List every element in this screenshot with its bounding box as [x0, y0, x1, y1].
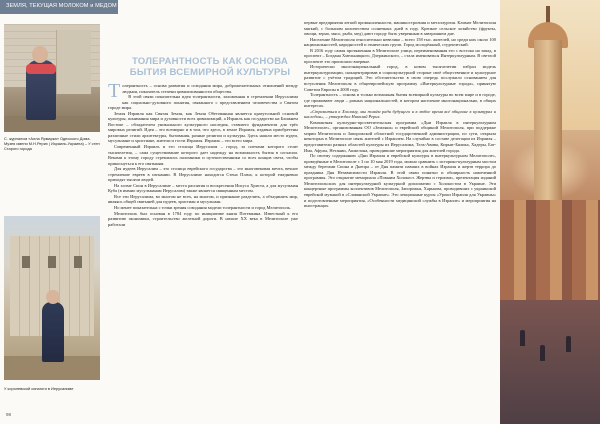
article-column-left — [108, 80, 298, 227]
paragraph: Все эти Иерусалима, во многом не всех, на многом, и признание разделить, а объединить мир, являясь общей святыней для иудеев, христиан и мусульман. — [108, 193, 298, 205]
person-head — [32, 46, 48, 63]
section-title: ЗЕМЛЯ, ТЕКУЩАЯ МОЛОКОМ и МЕДОМ — [6, 3, 117, 9]
paragraph: Мелитополь был основан в 1784 году по инициативе князя Потемкина. Известный к его развитию экономики, строительство железной дороги. В начале XX века в Мелитополе уже работали — [108, 210, 298, 227]
paragraph — [108, 80, 298, 102]
street — [500, 300, 600, 424]
photo-synagogue — [4, 216, 100, 380]
paragraph: На холме Сион в Иерусалиме – места распятия и воскресения Иисуса Христа, а для мусульман Куба (в иммио мусульманам Иерусалим) также является священным местом. — [108, 182, 298, 194]
section-header — [0, 0, 118, 14]
page-number: 98 — [6, 412, 12, 417]
window — [48, 256, 56, 268]
window — [74, 256, 82, 268]
person-head — [46, 290, 60, 304]
article-title — [118, 56, 302, 78]
photo-caption-2: У королевской синагоги в Иерусалиме — [4, 386, 74, 391]
photo-caption-1: С. журналом «Алла Ярмарка» Одесского Дома-Музея имени М.Н.Рерих | Израиль-Украина) – У стен Старого города — [4, 136, 100, 152]
paragraph: Но менее показательна с точки зрения созидания модели толерантности и город Мелитополь. — [114, 205, 291, 211]
paragraph: Современный Израиль и его столица Иерусалим – город, за плечами которого стоит тысячелетия, – сама существование которого дает надежду на возможность бытия в согласии. Веками к этому городу стремились паломники и путешественники со всех концов света, чтобы прикоснуться к его святыням. — [108, 144, 298, 166]
paragraph: Толерантность – основа и только возможная бытия всемирной культуры во всем мире и в городе, где проживают люди – разных национальностей, в котором население многонационально, в общих интересах. — [304, 92, 496, 109]
paragraph: Для иудеев Иерусалим – это столица еврейского государства – это многовековая мечта, вечное стремление евреев в изгнании. В Иерусалиме находится Стена Плача, к которой ежедневно приходят тысячи людей. — [108, 166, 298, 183]
photo-woman-at-wall — [4, 24, 100, 132]
paragraph: По своему содержанию «Дни Израиля и еврейской культуры в интеркультурном Мелитополе», проведённые в Мелитополе с 3 по 10 мая 2019 года, можно сравнить с историко-культурным мостом между берегами Сиона и Днепра – от Дня памяти павших в войнах Израиля и жертв террора до праздника Дня Независимости Израиля. В этой связи понятно и обширность намеченной программы. Это открытие мемориала «Помним Холокост. Жертвы и героизм», презентация изданий Мелитопольских для интеркультурной культурной дипломатии с Холокостом в Украине. Эти концертные программы коллективов Мелитополя, Запорожья, Харькова, проводивших с украинской еврейской музыкой в «Славянской Украине». Это лекционные курсы «Уроки Израиля для Украины» и подготовленные мероприятия, «Особенности медицинской службы в Израиле» и мероприятия на иностранцах. — [304, 153, 496, 209]
quote-paragraph: «Стремиться к Хохлому, мы живём ради будущего и в любое время всё общение в культурах и наследии», – утверждал Николай Рерих. — [304, 108, 496, 120]
paragraph: Компактная культурно-просветительская программа «Дни Израиля в интеркультурном Мелитополе», организованная ОО «Земляки» и еврейской общиной Мелитополя, при поддержке мэрии Мелитополя и Запорожской областной государственной администрации, по сути, открыла некоторых в Мелитополе связь жителей с Израилем. На случайно в составе делегации из Израиля – представители разных областей культуры из Иерусалима, Тель-Авива, Кирьят-Бялика, Хадеры, Бат-Има, Афулы, Нетании, Ашкелона, проводившие мероприятия для жителей города. — [304, 119, 496, 153]
paragraph-text: олерантность – основа развития и созидания мира, доброжелательных отношений между людьми, показатель степени цивилизованности общества. — [122, 83, 298, 94]
tower — [56, 30, 91, 94]
title-line-1: ТОЛЕРАНТНОСТЬ КАК ОСНОВА — [131, 56, 288, 67]
figure — [540, 345, 545, 361]
paragraph: Исторически многонациональный город, в новом тысячелетии избрал модель интеркультуризации, сконцентрировав в социокультурной стороне своё общественное и культурное развитие с учётом традиций. Это обстоятельство в свою очередь послужило основанием для вступления Мелитополя в общеевропейскую программу «Интеркультурные города», принятую Советом Европы в 2008 году. — [304, 64, 496, 92]
figure — [566, 336, 571, 352]
paragraph: В этой связи показательна идея толерантности, заложенная в стремлении Иерусалима как социально-духовного понятия, связанного с представлением человечества о Святом городе мира. — [108, 94, 298, 111]
drop-cap: Т — [108, 80, 121, 102]
title-line-2: БЫТИЯ ВСЕМИРНОЙ КУЛЬТУРЫ — [129, 67, 291, 78]
person — [42, 302, 64, 362]
window — [22, 256, 30, 268]
painting-old-city — [500, 0, 600, 424]
paragraph: Земля Израиля как Святая Земля, как Земля Обетованная является краеугольной основой культуры, понимания мира и духовности всех цивилизаций, а Израиль как государство на Ближнем Востоке – обладателем уникального культурного наследия, ставшего фундаментом для трёх мировых религий. Идея – это всемирно и в том, что здесь, в земле Израиля, издавна приобретены различные стили архитектуры, бытования, разные религии и культуры. Здесь нашли место иудеи, мусульмане и христиане, жители и гости Израиля. Израиль – это всего мира. — [108, 110, 298, 144]
figure — [520, 330, 525, 346]
article-column-right — [304, 20, 496, 209]
scarf — [26, 64, 56, 74]
paragraph: Население Мелитополя относительно невелико – всего 158 тыс. жителей, но среди них около 100 национальностей, народностей и этнических групп. Город молодёжный, студенческий. — [304, 36, 496, 48]
paragraph: первые предприятия легкой промышленности, машиностроения и металлургии. Климат Мелитополя мягкий, с большим количеством солнечных дней в году. Крепкое сельское хозяйство (фрукты, овощи, зерно, мясо, рыба, мед) дают городу быть уверенным в завтрашнем дне. — [304, 20, 496, 37]
paragraph: В 2016 году самая протяженная в Мелитополе улица, переименованная его с востока на запад, в проспект – Богдана Хмельницкого, Дзержинского, – стала именоваться Интеркультурным. В светлой проспекте это произошло впервые. — [304, 47, 496, 64]
